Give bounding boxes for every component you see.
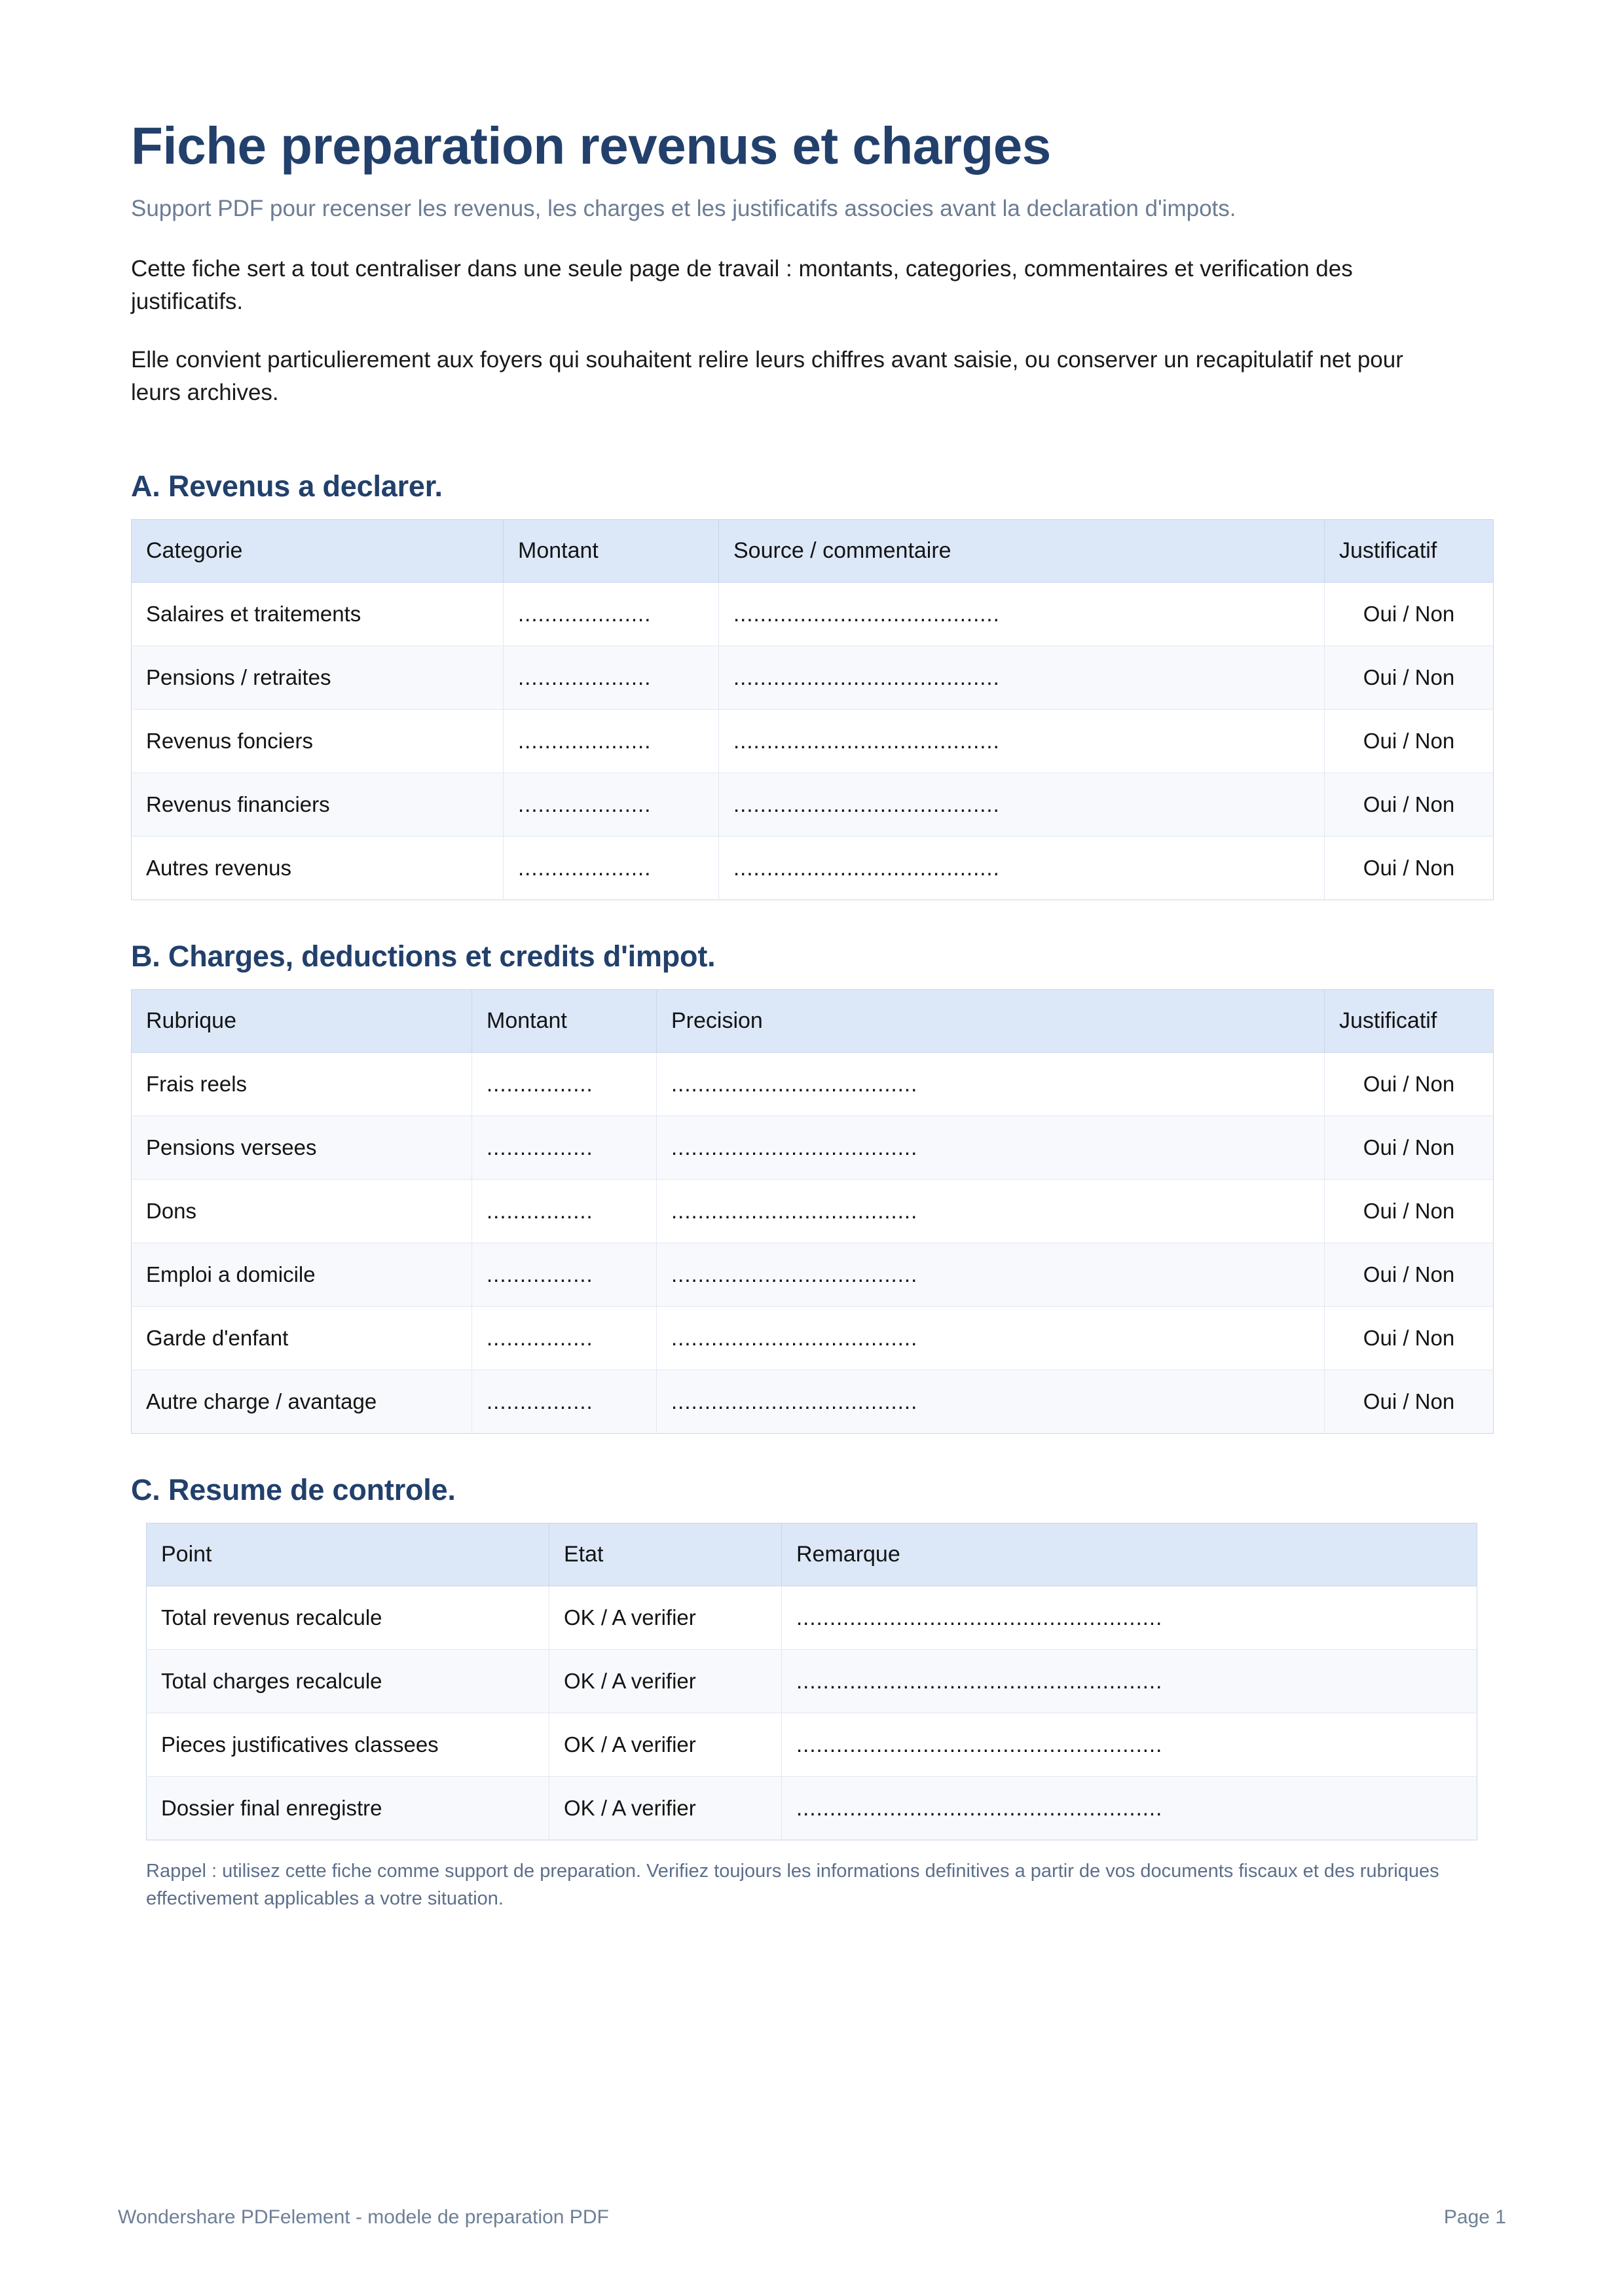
cell-categorie: Autres revenus — [132, 836, 504, 900]
column-header-categorie: Categorie — [132, 519, 504, 582]
cell-montant[interactable] — [504, 582, 719, 646]
montant-fill-line: ................ — [487, 1071, 593, 1096]
cell-etat[interactable]: OK / A verifier — [549, 1713, 782, 1776]
cell-justificatif[interactable]: Oui / Non — [1325, 1116, 1494, 1179]
cell-rubrique: Dons — [132, 1179, 472, 1243]
cell-justificatif[interactable]: Oui / Non — [1325, 1179, 1494, 1243]
montant-fill-line: ................ — [487, 1198, 593, 1223]
cell-montant[interactable] — [472, 1116, 657, 1179]
footer-page-number: Page 1 — [1443, 2206, 1506, 2228]
resume-table — [146, 1523, 1477, 1840]
cell-montant[interactable] — [504, 773, 719, 836]
table-row — [132, 773, 1494, 836]
cell-montant[interactable] — [504, 646, 719, 709]
precision-fill-line: ..................................... — [671, 1198, 918, 1223]
cell-remarque[interactable] — [782, 1649, 1477, 1713]
cell-source[interactable] — [719, 646, 1325, 709]
column-header-etat: Etat — [549, 1523, 782, 1586]
charges-table — [131, 989, 1494, 1434]
cell-point: Total revenus recalcule — [147, 1586, 549, 1649]
intro-paragraph-2: Elle convient particulierement aux foyers qui souhaitent relire leurs chiffres avant saisie, ou conserver un recapitulatif net pour leurs archives. — [131, 347, 1403, 406]
cell-justificatif[interactable]: Oui / Non — [1325, 836, 1494, 900]
column-header-montant: Montant — [472, 989, 657, 1052]
cell-justificatif[interactable]: Oui / Non — [1325, 709, 1494, 773]
montant-fill-line: .................... — [518, 792, 652, 816]
cell-montant[interactable] — [504, 836, 719, 900]
cell-source[interactable] — [719, 582, 1325, 646]
cell-justificatif[interactable]: Oui / Non — [1325, 1306, 1494, 1370]
column-header-rubrique: Rubrique — [132, 989, 472, 1052]
cell-etat[interactable]: OK / A verifier — [549, 1649, 782, 1713]
source-fill-line: ........................................ — [733, 601, 1000, 626]
cell-justificatif[interactable]: Oui / Non — [1325, 1243, 1494, 1306]
cell-rubrique: Emploi a domicile — [132, 1243, 472, 1306]
cell-categorie: Salaires et traitements — [132, 582, 504, 646]
cell-precision[interactable] — [657, 1306, 1325, 1370]
cell-point: Total charges recalcule — [147, 1649, 549, 1713]
table-row — [132, 1306, 1494, 1370]
column-header-precision: Precision — [657, 989, 1325, 1052]
intro-paragraph-1: Cette fiche sert a tout centraliser dans une seule page de travail : montants, categories, commentaires et verification des justificatifs. — [131, 256, 1353, 314]
remarque-fill-line: ....................................................... — [796, 1795, 1163, 1820]
table-row — [132, 1052, 1494, 1116]
cell-precision[interactable] — [657, 1179, 1325, 1243]
column-header-montant: Montant — [504, 519, 719, 582]
column-header-justificatif: Justificatif — [1325, 519, 1494, 582]
remarque-fill-line: ....................................................... — [796, 1668, 1163, 1693]
reminder-note: Rappel : utilisez cette fiche comme support de preparation. Verifiez toujours les informations definitives a partir de vos documents fiscaux et des rubriques effectivement applicables a votre situation. — [146, 1860, 1439, 1909]
cell-precision[interactable] — [657, 1243, 1325, 1306]
cell-precision[interactable] — [657, 1370, 1325, 1433]
precision-fill-line: ..................................... — [671, 1135, 918, 1159]
cell-montant[interactable] — [472, 1052, 657, 1116]
precision-fill-line: ..................................... — [671, 1389, 918, 1413]
page-title: Fiche preparation revenus et charges — [131, 117, 1051, 175]
cell-remarque[interactable] — [782, 1586, 1477, 1649]
cell-etat[interactable]: OK / A verifier — [549, 1586, 782, 1649]
cell-point: Dossier final enregistre — [147, 1776, 549, 1840]
table-row — [147, 1586, 1477, 1649]
montant-fill-line: ................ — [487, 1325, 593, 1350]
cell-justificatif[interactable]: Oui / Non — [1325, 582, 1494, 646]
montant-fill-line: .................... — [518, 601, 652, 626]
cell-rubrique: Frais reels — [132, 1052, 472, 1116]
table-row — [132, 1243, 1494, 1306]
cell-categorie: Pensions / retraites — [132, 646, 504, 709]
resume-table-wrapper — [146, 1523, 1493, 1840]
source-fill-line: ........................................ — [733, 728, 1000, 753]
cell-montant[interactable] — [472, 1179, 657, 1243]
table-header-row — [132, 989, 1494, 1052]
table-row — [132, 646, 1494, 709]
precision-fill-line: ..................................... — [671, 1325, 918, 1350]
footer-left-text: Wondershare PDFelement - modele de preparation PDF — [118, 2206, 609, 2228]
cell-rubrique: Autre charge / avantage — [132, 1370, 472, 1433]
cell-montant[interactable] — [472, 1243, 657, 1306]
section-heading-b: B. Charges, deductions et credits d'impot. — [131, 939, 716, 973]
table-row — [132, 836, 1494, 900]
source-fill-line: ........................................ — [733, 792, 1000, 816]
cell-etat[interactable]: OK / A verifier — [549, 1776, 782, 1840]
cell-montant[interactable] — [472, 1370, 657, 1433]
table-row — [147, 1776, 1477, 1840]
cell-source[interactable] — [719, 773, 1325, 836]
montant-fill-line: ................ — [487, 1389, 593, 1413]
table-row — [132, 709, 1494, 773]
table-row — [132, 1116, 1494, 1179]
cell-categorie: Revenus fonciers — [132, 709, 504, 773]
remarque-fill-line: ....................................................... — [796, 1732, 1163, 1757]
source-fill-line: ........................................ — [733, 665, 1000, 689]
cell-precision[interactable] — [657, 1052, 1325, 1116]
montant-fill-line: ................ — [487, 1262, 593, 1286]
cell-justificatif[interactable]: Oui / Non — [1325, 1052, 1494, 1116]
cell-rubrique: Pensions versees — [132, 1116, 472, 1179]
cell-montant[interactable] — [472, 1306, 657, 1370]
column-header-remarque: Remarque — [782, 1523, 1477, 1586]
table-row — [147, 1713, 1477, 1776]
cell-justificatif[interactable]: Oui / Non — [1325, 1370, 1494, 1433]
cell-remarque[interactable] — [782, 1776, 1477, 1840]
document-subtitle: Support PDF pour recenser les revenus, les charges et les justificatifs associes avant la declaration d'impots. — [131, 196, 1236, 222]
precision-fill-line: ..................................... — [671, 1262, 918, 1286]
cell-justificatif[interactable]: Oui / Non — [1325, 646, 1494, 709]
revenus-table — [131, 519, 1494, 900]
cell-point: Pieces justificatives classees — [147, 1713, 549, 1776]
table-row — [132, 1179, 1494, 1243]
montant-fill-line: .................... — [518, 855, 652, 880]
cell-categorie: Revenus financiers — [132, 773, 504, 836]
cell-rubrique: Garde d'enfant — [132, 1306, 472, 1370]
page-footer — [118, 2206, 1506, 2229]
section-heading-a: A. Revenus a declarer. — [131, 469, 443, 503]
table-header-row — [132, 519, 1494, 582]
table-row — [147, 1649, 1477, 1713]
cell-remarque[interactable] — [782, 1713, 1477, 1776]
cell-justificatif[interactable]: Oui / Non — [1325, 773, 1494, 836]
montant-fill-line: .................... — [518, 728, 652, 753]
precision-fill-line: ..................................... — [671, 1071, 918, 1096]
cell-source[interactable] — [719, 709, 1325, 773]
cell-montant[interactable] — [504, 709, 719, 773]
table-row — [132, 582, 1494, 646]
montant-fill-line: ................ — [487, 1135, 593, 1159]
column-header-justificatif: Justificatif — [1325, 989, 1494, 1052]
remarque-fill-line: ....................................................... — [796, 1605, 1163, 1630]
cell-precision[interactable] — [657, 1116, 1325, 1179]
document-content — [131, 118, 1493, 1912]
column-header-source: Source / commentaire — [719, 519, 1325, 582]
section-heading-c: C. Resume de controle. — [131, 1472, 456, 1506]
table-header-row — [147, 1523, 1477, 1586]
montant-fill-line: .................... — [518, 665, 652, 689]
table-row — [132, 1370, 1494, 1433]
column-header-point: Point — [147, 1523, 549, 1586]
source-fill-line: ........................................ — [733, 855, 1000, 880]
cell-source[interactable] — [719, 836, 1325, 900]
